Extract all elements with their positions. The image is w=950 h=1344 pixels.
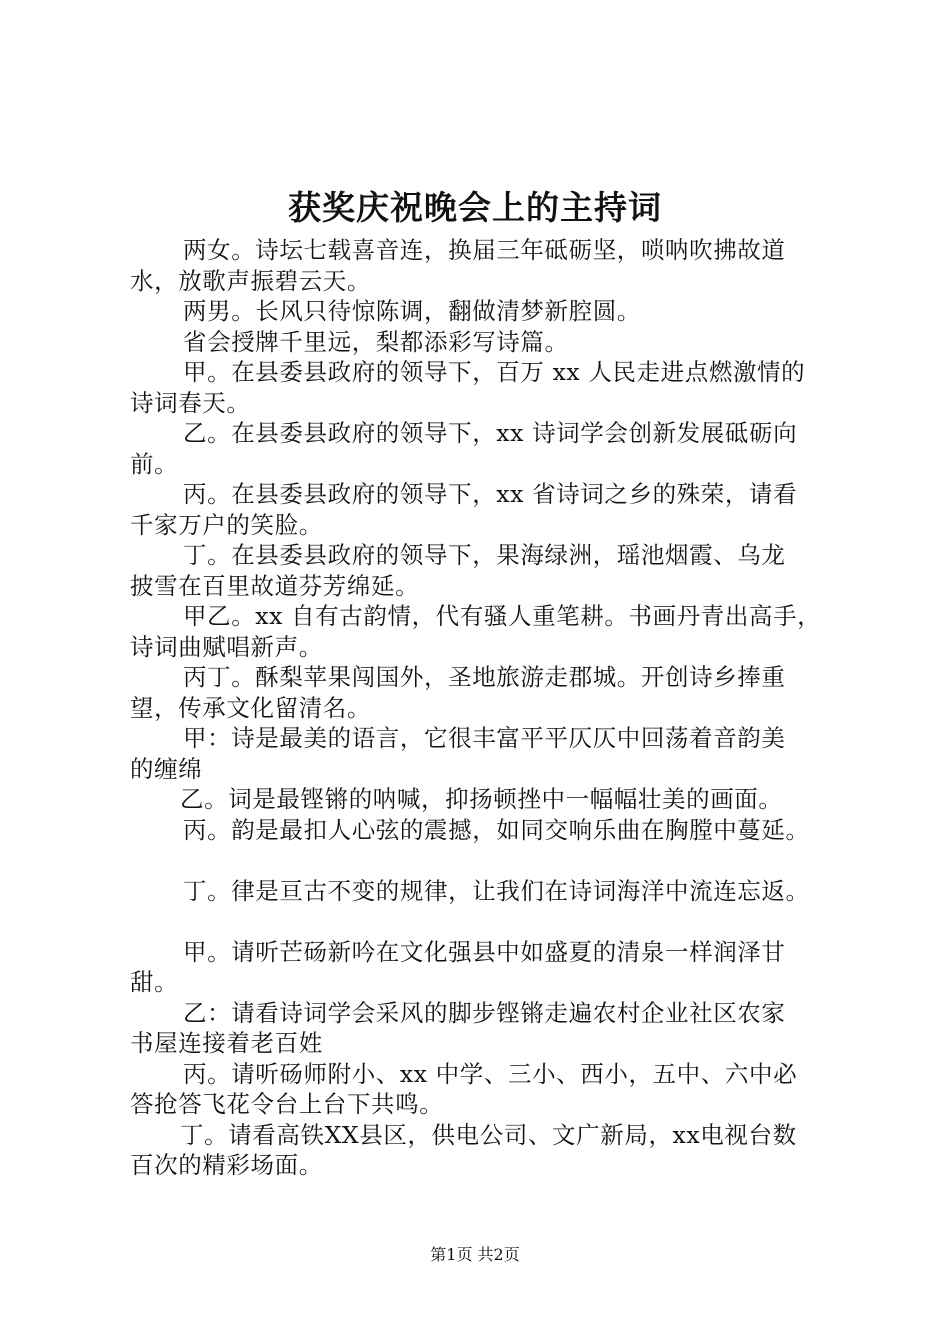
text-line: 前。 xyxy=(130,449,179,478)
text-line: 丙丁。酥梨苹果闯国外，圣地旅游走郡城。开创诗乡捧重 xyxy=(183,663,786,691)
text-line: 乙。在县委县政府的领导下，xx 诗词学会创新发展砥砺向 xyxy=(183,419,798,447)
blank-line xyxy=(130,906,855,937)
text-line: 两男。长风只待惊陈调，翻做清梦新腔圆。 xyxy=(183,297,641,325)
text-line: 丙。韵是最扣人心弦的震撼，如同交响乐曲在胸膛中蔓延。 xyxy=(183,815,810,844)
text-line: 丁。在县委县政府的领导下，果海绿洲，瑶池烟霞、乌龙 xyxy=(183,541,786,569)
text-line: 丙。在县委县政府的领导下，xx 省诗词之乡的殊荣，请看 xyxy=(183,480,798,508)
page-footer: 第1页 共2页 xyxy=(430,1245,520,1264)
text-line: 乙：请看诗词学会采风的脚步铿锵走遍农村企业社区农家 xyxy=(183,998,786,1027)
text-line: 甲乙。xx 自有古韵情，代有骚人重笔耕。书画丹青出高手， xyxy=(183,602,822,630)
text-line: 甲。在县委县政府的领导下，百万 xx 人民走进点燃激情的 xyxy=(183,358,806,386)
text-line: 答抢答飞花令台上台下共鸣。 xyxy=(130,1090,444,1118)
document-body xyxy=(130,235,855,1181)
text-line: 诗词曲赋唱新声。 xyxy=(130,632,323,661)
text-line: 丙。请听砀师附小、xx 中学、三小、西小，五中、六中必 xyxy=(183,1059,798,1088)
text-line: 丁。律是亘古不变的规律，让我们在诗词海洋中流连忘返。 xyxy=(183,876,810,905)
text-line: 百次的精彩场面。 xyxy=(130,1151,323,1179)
text-line: 丁。请看高铁XX县区，供电公司、文广新局，xx电视台数 xyxy=(180,1120,797,1149)
text-line: 书屋连接着老百姓 xyxy=(130,1029,323,1057)
text-line: 乙。词是最铿锵的呐喊，抑扬顿挫中一幅幅壮美的画面。 xyxy=(180,785,783,813)
text-line: 甲。请听芒砀新吟在文化强县中如盛夏的清泉一样润泽甘 xyxy=(183,937,786,966)
text-line: 两女。诗坛七载喜音连，换届三年砥砺坚，唢呐吹拂故道 xyxy=(183,236,786,264)
text-line: 省会授牌千里远，梨都添彩写诗篇。 xyxy=(183,327,569,356)
text-line: 诗词春天。 xyxy=(130,388,251,417)
text-line: 千家万户的笑脸。 xyxy=(130,510,323,539)
document-title: 获奖庆祝晚会上的主持词 xyxy=(288,188,662,227)
text-line: 的缠绵 xyxy=(130,754,203,783)
text-line: 甲：诗是最美的语言，它很丰富平平仄仄中回荡着音韵美 xyxy=(183,724,786,752)
text-line: 甜。 xyxy=(130,968,179,996)
text-line: 望，传承文化留清名。 xyxy=(130,693,371,722)
text-line: 披雪在百里故道芬芳绵延。 xyxy=(130,571,420,600)
text-line: 水，放歌声振碧云天。 xyxy=(130,266,371,295)
blank-line xyxy=(130,845,855,876)
